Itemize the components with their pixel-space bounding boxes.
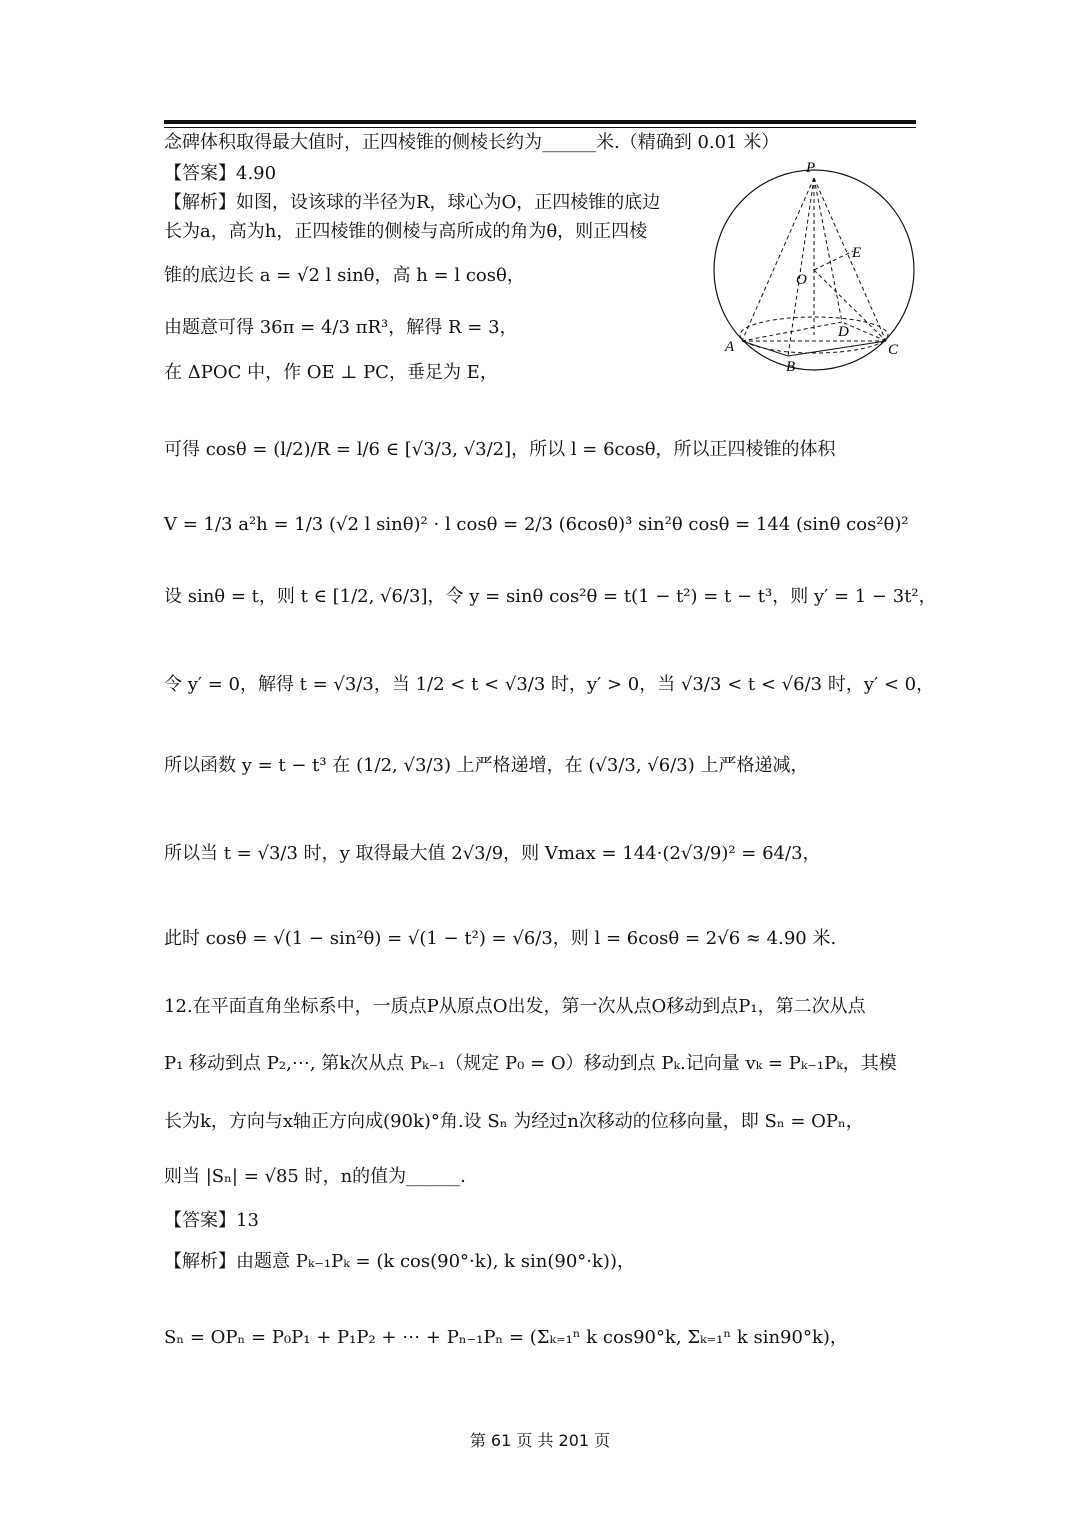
edge-PA <box>742 178 814 341</box>
text-line-14: 此时 cosθ = √(1 − sin²θ) = √(1 − t²) = √6/3，则 l = 6cosθ = 2√6 ≈ 4.90 米. <box>164 928 837 949</box>
label-D: D <box>838 324 849 340</box>
text-line-3: 【解析】如图，设该球的半径为R，球心为O，正四棱锥的底边 <box>164 192 661 213</box>
edge-PB <box>788 178 814 356</box>
answer-line-2: 【答案】13 <box>164 1210 259 1231</box>
edge-PC <box>814 178 886 341</box>
segment-OE <box>814 251 853 270</box>
header-rule-thick <box>164 120 916 124</box>
text-line-21: Sₙ = OPₙ = P₀P₁ + P₁P₂ + ⋯ + Pₙ₋₁Pₙ = (Σₖ₌₁ⁿ k cos90°k, Σₖ₌₁ⁿ k sin90°k)， <box>164 1327 848 1348</box>
label-C: C <box>888 342 899 358</box>
text-line-7: 在 ΔPOC 中，作 OE ⊥ PC，垂足为 E， <box>164 362 498 383</box>
text-line-9: V = 1/3 a²h = 1/3 (√2 l sinθ)² · l cosθ = 2/3 (6cosθ)³ sin²θ cosθ = 144 (sinθ cos²θ)² <box>164 514 909 535</box>
base-DA <box>742 322 842 341</box>
text-line-5: 锥的底边长 a = √2 l sinθ，高 h = l cosθ， <box>164 265 525 286</box>
text-line-20: 【解析】由题意 Pₖ₋₁Pₖ = (k cos(90°·k), k sin(90°·k))， <box>164 1251 635 1272</box>
text-line-1: 念碑体积取得最大值时，正四棱锥的侧棱长约为______米.（精确到 0.01 米） <box>164 132 780 153</box>
label-P: P <box>806 160 816 176</box>
text-line-6: 由题意可得 36π = 4/3 πR³，解得 R = 3， <box>164 317 518 338</box>
text-line-17: 长为k，方向与x轴正方向成(90k)°角.设 Sₙ 为经过n次移动的位移向量，即 Sₙ = OPₙ， <box>164 1111 864 1132</box>
label-B: B <box>786 359 796 375</box>
sphere-pyramid-figure <box>710 158 920 378</box>
text-line-4: 长为a，高为h，正四棱锥的侧棱与高所成的角为θ，则正四棱 <box>164 221 648 242</box>
text-line-10: 设 sinθ = t，则 t ∈ [1/2, √6/3]，令 y = sinθ cos²θ = t(1 − t²) = t − t³，则 y′ = 1 − 3t²， <box>164 586 937 607</box>
base-BC <box>788 341 886 356</box>
label-E: E <box>852 245 862 261</box>
text-line-13: 所以当 t = √3/3 时，y 取得最大值 2√3/9，则 Vmax = 144·(2√3/9)² = 64/3， <box>164 843 821 864</box>
label-A: A <box>725 339 735 355</box>
label-O: O <box>796 272 807 288</box>
text-line-8: 可得 cosθ = (l/2)/R = l/6 ∈ [√3/3, √3/2]，所以 l = 6cosθ，所以正四棱锥的体积 <box>164 439 836 460</box>
header-rule-thin <box>164 127 916 128</box>
base-AB <box>742 341 788 356</box>
text-line-16: P₁ 移动到点 P₂,⋯, 第k次从点 Pₖ₋₁（规定 P₀ = O）移动到点 Pₖ.记向量 vₖ = Pₖ₋₁Pₖ，其模 <box>164 1053 897 1074</box>
text-line-15: 12.在平面直角坐标系中，一质点P从原点O出发，第一次从点O移动到点P₁，第二次从点 <box>164 996 866 1017</box>
text-line-12: 所以函数 y = t − t³ 在 (1/2, √3/3) 上严格递增，在 (√3/3, √6/3) 上严格递减， <box>164 755 809 776</box>
edge-PD <box>814 178 842 322</box>
text-line-11: 令 y′ = 0，解得 t = √3/3，当 1/2 < t < √3/3 时，y′ > 0，当 √3/3 < t < √6/3 时，y′ < 0， <box>164 674 935 695</box>
segment-OC <box>814 270 886 341</box>
page-footer: 第 61 页 共 201 页 <box>469 1431 611 1450</box>
answer-line-1: 【答案】4.90 <box>164 163 277 184</box>
text-line-18: 则当 |Sₙ| = √85 时，n的值为______. <box>164 1166 466 1187</box>
